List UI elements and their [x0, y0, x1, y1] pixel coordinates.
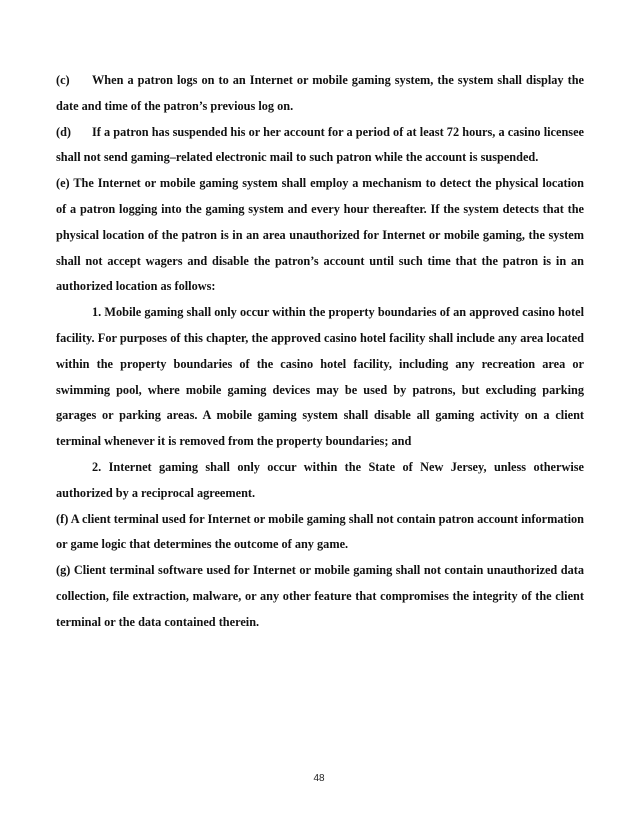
paragraph-c-text: When a patron logs on to an Internet or mobile gaming system, the system shall display the date and time of the patron’s previous log on. [56, 73, 584, 113]
paragraph-d-text: If a patron has suspended his or her account for a period of at least 72 hours, a casino licensee shall not send gaming–related electronic mail to such patron while the account is suspended. [56, 124, 584, 165]
paragraph-e: (e) The Internet or mobile gaming system shall employ a mechanism to detect the physical location of a patron logging into the gaming system and every hour thereafter. If the system detects that the physical location of the patron is in an area unauthorized for Internet or mobile gaming, the system shall not accept wagers and disable the patron’s account until such time that the patron is in an authorized location as follows: [56, 176, 584, 294]
paragraph-e-item-1: 1. Mobile gaming shall only occur within the property boundaries of an approved casino hotel facility. For purposes of this chapter, the approved casino hotel facility shall include any area located within the property boundaries of the casino hotel facility, including any recreation area or swimming pool, where mobile gaming devices may be used by patrons, but excluding parking garages or parking areas. A mobile gaming system shall disable all gaming activity on a client terminal whenever it is removed from the property boundaries; and [56, 305, 584, 449]
page-number: 48 [313, 773, 325, 784]
paragraph-e-item-2: 2. Internet gaming shall only occur within the State of New Jersey, unless otherwise authorized by a reciprocal agreement. [56, 459, 584, 500]
paragraph-c [56, 68, 584, 120]
paragraph-d-label: (d) [56, 124, 72, 139]
paragraph-g: (g) Client terminal software used for Internet or mobile gaming shall not contain unauthorized data collection, file extraction, malware, or any other feature that compromises the integrity of the client terminal or the data contained therein. [56, 563, 584, 629]
document-body [56, 68, 584, 636]
paragraph-c-label: (c) [56, 73, 70, 87]
paragraph-d [56, 120, 584, 172]
paragraph-f: (f) A client terminal used for Internet or mobile gaming shall not contain patron account information or game logic that determines the outcome of any game. [56, 511, 584, 552]
